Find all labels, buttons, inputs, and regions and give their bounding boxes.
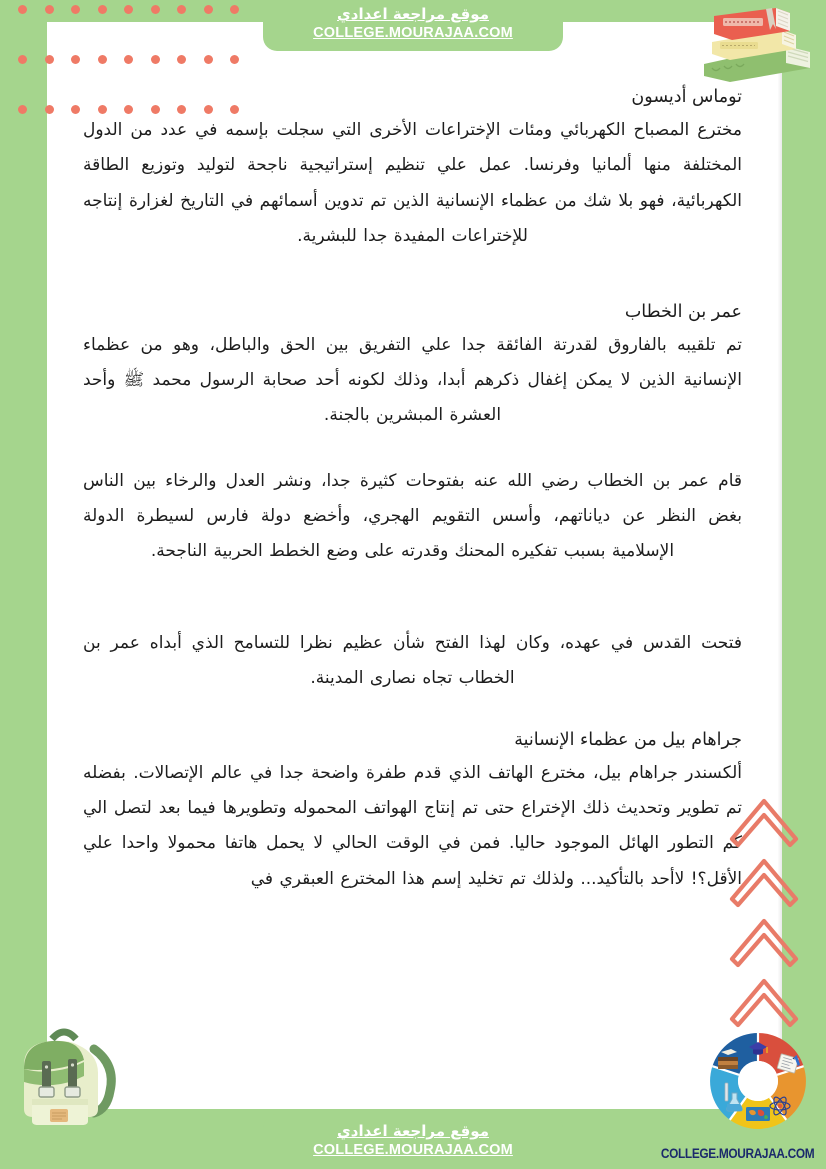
section-paragraph: ألكسندر جراهام بيل، مخترع الهاتف الذي قدم طفرة واضحة جدا في عالم الإتصالات. بفضله تم تطوير وتحديث ذلك الإختراع حتى تم إنتاج الهواتف المحموله وتطويرها فيما بعد لتصل الي كم التطور الهائل الموجود حاليا. فمن في الوقت الحالي لا يحمل هاتفا محمولا واحدا علي الأقل؟! لاأحد بالتأكيد... ولذلك تم تخليد إسم هذا المخترع العبقري في (83, 762, 742, 889)
spacer (83, 570, 742, 626)
section-jerusalem (83, 626, 742, 697)
header-banner (263, 0, 563, 51)
section-paragraph: فتحت القدس في عهده، وكان لهذا الفتح شأن عظيم نظرا للتسامح الذي أبداه عمر بن الخطاب تجاه نصارى المدينة. (83, 632, 742, 689)
backpack-icon (6, 1013, 124, 1133)
section-heading: جراهام بيل من عظماء الإنسانية (514, 729, 742, 750)
site-watermark: COLLEGE.MOURAJAA.COM (660, 1146, 814, 1161)
footer-banner (263, 1114, 563, 1169)
education-wheel-icon (702, 1025, 814, 1137)
section-heading: توماس أديسون (631, 87, 742, 107)
spacer (83, 255, 742, 299)
section-heading: عمر بن الخطاب (624, 301, 742, 322)
header-site-name: موقع مراجعة اعدادي (337, 5, 489, 23)
footer-site-url[interactable]: COLLEGE.MOURAJAA.COM (313, 1141, 513, 1158)
section-paragraph: مخترع المصباح الكهربائي ومئات الإختراعات الأخرى التي سجلت بإسمه في عدد من الدول المختلفة منها ألمانيا وفرنسا. عمل علي تنظيم إستراتيجية ناجحة لتوليد وتوزيع الطاقة الكهربائية، فهو بلا شك من عظماء الإنسانية الذين تم تدوين أسمائهم في التاريخ لغزارة إنتاجه للإختراعات المفيدة جدا للبشرية. (83, 120, 742, 247)
books-icon (690, 2, 818, 88)
spacer (83, 697, 742, 727)
section-umar-conquests (83, 464, 742, 570)
section-paragraph: تم تلقيبه بالفاروق لقدرتة الفائقة جدا علي التفريق بين الحق والباطل، وهو من عظماء الإنسانية الذين لا يمكن إغفال ذكرهم أبدا، وذلك لكونه أحد صحابة الرسول محمد ﷺ وأحد العشرة المبشرين بالجنة. (83, 334, 742, 426)
section-umar (83, 299, 742, 434)
document-body (47, 22, 778, 1109)
section-edison (83, 84, 742, 255)
header-site-url[interactable]: COLLEGE.MOURAJAA.COM (313, 24, 513, 41)
chevron-arrows-icon (728, 795, 808, 1030)
frame-band-left (0, 0, 47, 1169)
section-graham-bell (83, 727, 742, 898)
footer-site-name: موقع مراجعة اعدادي (337, 1122, 489, 1141)
spacer (83, 434, 742, 464)
section-paragraph: قام عمر بن الخطاب رضي الله عنه بفتوحات كثيرة جدا، ونشر العدل والرخاء بين الناس بغض النظر عن دياناتهم، وأسس التقويم الهجري، وأخضع دولة فارس لسيطرة الدولة الإسلامية بسبب تفكيره المحنك وقدرته على وضع الخطط الحربية الناجحة. (83, 470, 742, 562)
